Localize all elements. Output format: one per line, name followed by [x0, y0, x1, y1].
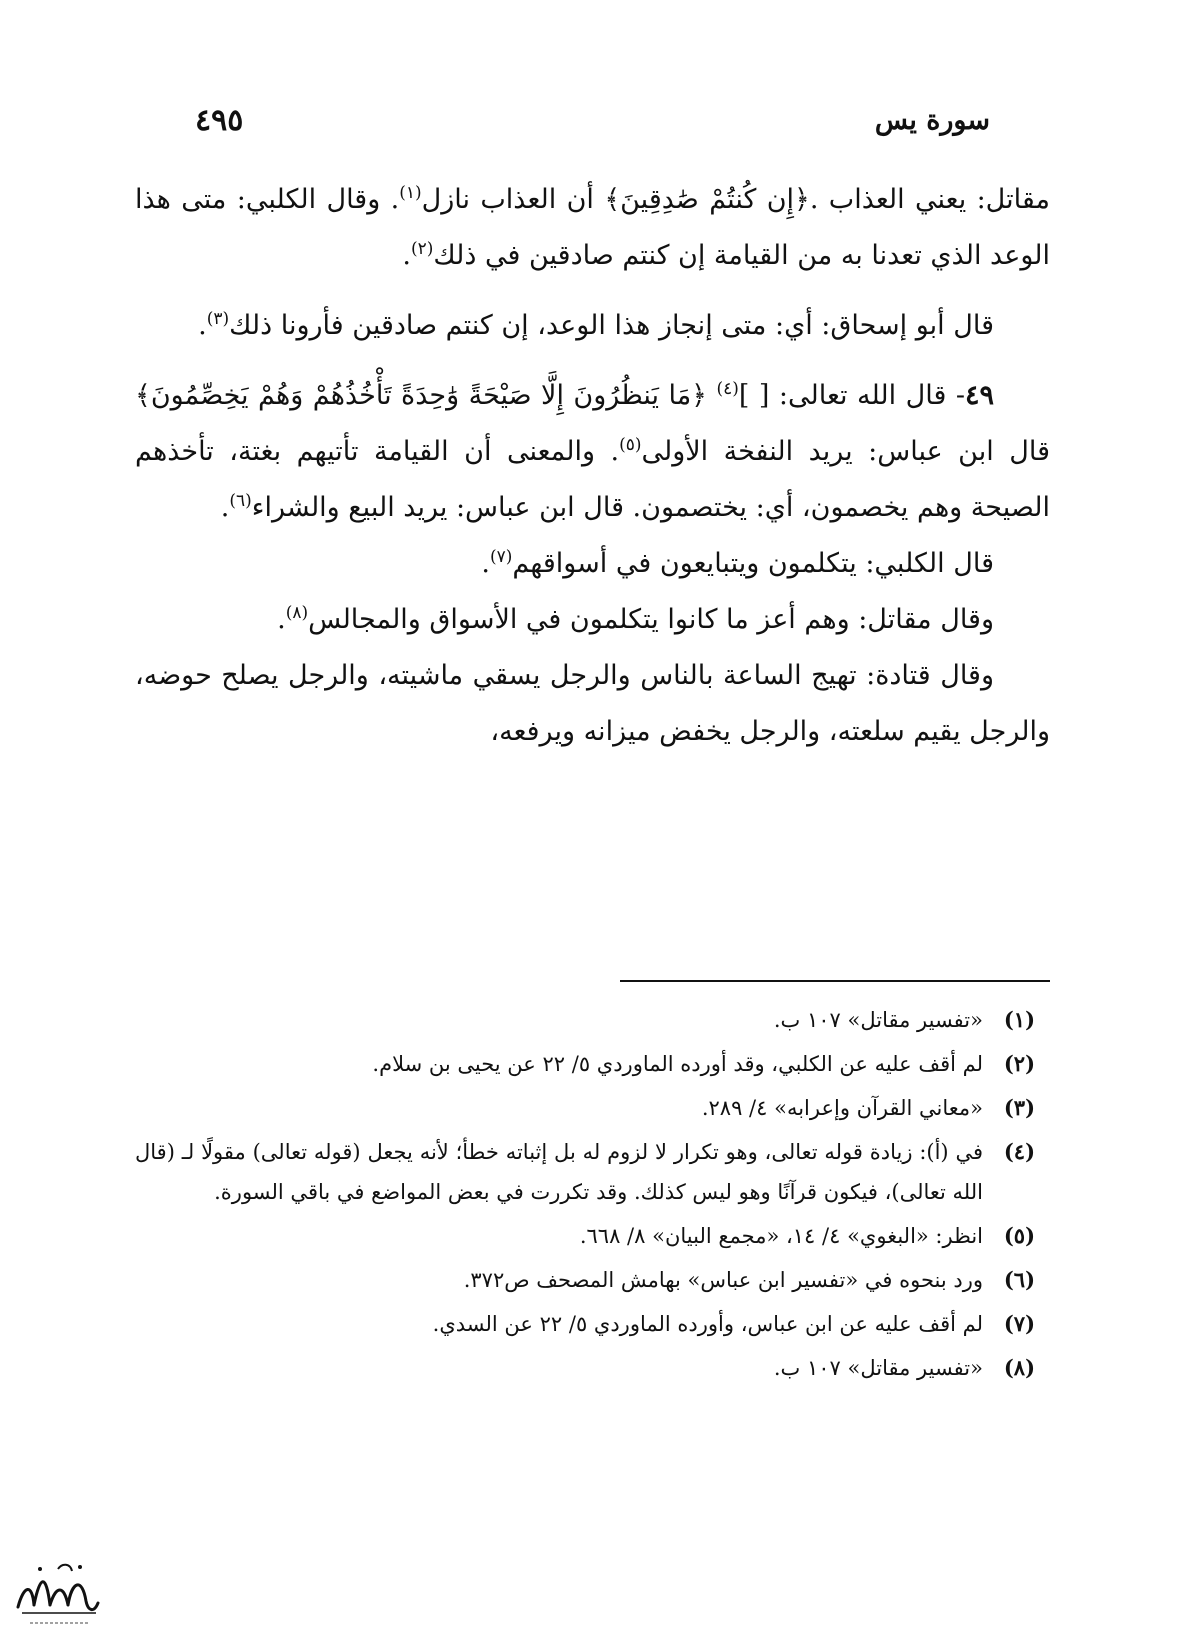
- text-run: مقاتل: يعني العذاب .: [809, 184, 1050, 215]
- footnote-text: ورد بنحوه في «تفسير ابن عباس» بهامش المصحف ص٣٧٢.: [463, 1268, 983, 1292]
- footnote-text: «تفسير مقاتل» ١٠٧ ب.: [773, 1008, 983, 1032]
- footnote-ref-3[interactable]: (٣): [206, 309, 230, 329]
- footnote-separator: [620, 980, 1050, 982]
- footnote-number: (١): [1003, 1007, 1035, 1032]
- text-run: وقال قتادة: تهيج الساعة بالناس والرجل يسقي ماشيته، والرجل يصلح حوضه، والرجل يقيم سلعته، والرجل يخفض ميزانه ويرفعه،: [135, 660, 1050, 747]
- footnote-number: (٢): [1003, 1051, 1035, 1076]
- footnote-text: انظر: «البغوي» ٤/ ١٤، «مجمع البيان» ٨/ ٦٦٨.: [579, 1224, 983, 1248]
- verse-number: ٤٩: [965, 380, 995, 411]
- footnote-item: [135, 1044, 1035, 1084]
- footnote-ref-5[interactable]: (٥): [619, 435, 642, 455]
- footnote-number: (٣): [1003, 1095, 1035, 1120]
- footnote-ref-6[interactable]: (٦): [229, 491, 252, 511]
- footnote-item: [135, 1304, 1035, 1344]
- footnote-number: (٨): [1003, 1355, 1035, 1380]
- paragraph-6: [135, 648, 1050, 760]
- footnote-item: [135, 1348, 1035, 1388]
- logo-graphic: [10, 1555, 105, 1635]
- surah-title: سورة يس: [874, 104, 990, 136]
- footnote-ref-4[interactable]: (٤): [716, 379, 739, 399]
- text-run: .: [198, 310, 207, 341]
- footnote-item: [135, 1260, 1035, 1300]
- text-run: قال ابن عباس: يريد النفخة الأولى: [641, 436, 1050, 467]
- footnote-number: (٦): [1003, 1267, 1035, 1292]
- page-number: ٤٩٥: [195, 102, 244, 138]
- footnote-item: [135, 1132, 1035, 1212]
- quran-quote: ﴿مَا يَنظُرُونَ إِلَّا صَيْحَةً وَٰحِدَةً تَأْخُذُهُمْ وَهُمْ يَخِصِّمُونَ﴾: [135, 380, 717, 411]
- footnote-ref-1[interactable]: (١): [399, 183, 422, 203]
- text-run: وقال مقاتل: وهم أعز ما كانوا يتكلمون في الأسواق والمجالس: [308, 604, 994, 635]
- footnote-item: [135, 1216, 1035, 1256]
- paragraph-4: [135, 536, 1050, 592]
- calligraphy-logo-icon: [10, 1555, 105, 1635]
- footnotes: [135, 1000, 1035, 1392]
- paragraph-3: [135, 368, 1050, 536]
- paragraph-5: [135, 592, 1050, 648]
- text-run: - قال الله تعالى: [ ]: [738, 380, 965, 411]
- footnote-number: (٥): [1003, 1223, 1035, 1248]
- footnote-text: لم أقف عليه عن ابن عباس، وأورده الماوردي ٥/ ٢٢ عن السدي.: [432, 1312, 983, 1336]
- text-run: قال أبو إسحاق: أي: متى إنجاز هذا الوعد، إن كنتم صادقين فأرونا ذلك: [229, 310, 994, 341]
- text-run: أن العذاب نازل: [421, 184, 605, 215]
- paragraph-1: [135, 172, 1050, 284]
- footnote-ref-7[interactable]: (٧): [489, 547, 513, 567]
- footnote-text: في (أ): زيادة قوله تعالى، وهو تكرار لا لزوم له بل إثباته خطأ؛ لأنه يجعل (قوله تعالى) مقولًا لـ (قال الله تعالى)، فيكون قرآنًا وهو ليس كذلك. وقد تكررت في بعض المواضع في باقي السورة.: [135, 1140, 983, 1204]
- main-text: [135, 172, 1050, 760]
- footnote-text: لم أقف عليه عن الكلبي، وقد أورده الماوردي ٥/ ٢٢ عن يحيى بن سلام.: [372, 1052, 983, 1076]
- footnote-item: [135, 1000, 1035, 1040]
- text-run: قال الكلبي: يتكلمون ويتبايعون في أسواقهم: [512, 548, 994, 579]
- footnote-number: (٧): [1003, 1311, 1035, 1336]
- text-run: .: [402, 240, 411, 271]
- text-run: .: [277, 604, 286, 635]
- footnote-text: «تفسير مقاتل» ١٠٧ ب.: [773, 1356, 983, 1380]
- text-run: .: [220, 492, 230, 523]
- text-run: .: [481, 548, 490, 579]
- paragraph-2: [135, 298, 1050, 354]
- footnote-item: [135, 1088, 1035, 1128]
- footnote-ref-8[interactable]: (٨): [285, 603, 309, 623]
- page-header: [195, 100, 990, 140]
- footnote-ref-2[interactable]: (٢): [410, 239, 434, 259]
- footnote-number: (٤): [1003, 1139, 1035, 1164]
- quran-quote: ﴿إِن كُنتُمْ صَٰدِقِينَ﴾: [604, 184, 810, 215]
- text-run: . والمعنى أن القيامة تأتيهم بغتة، تأخذهم الصيحة وهم يخصمون، أي: يختصمون. قال ابن عباس: يريد البيع والشراء: [135, 436, 1050, 523]
- footnote-text: «معاني القرآن وإعرابه» ٤/ ٢٨٩.: [701, 1096, 983, 1120]
- text-run: . وقال الكلبي: متى هذا الوعد الذي تعدنا به من القيامة إن كنتم صادقين في ذلك: [135, 184, 1050, 271]
